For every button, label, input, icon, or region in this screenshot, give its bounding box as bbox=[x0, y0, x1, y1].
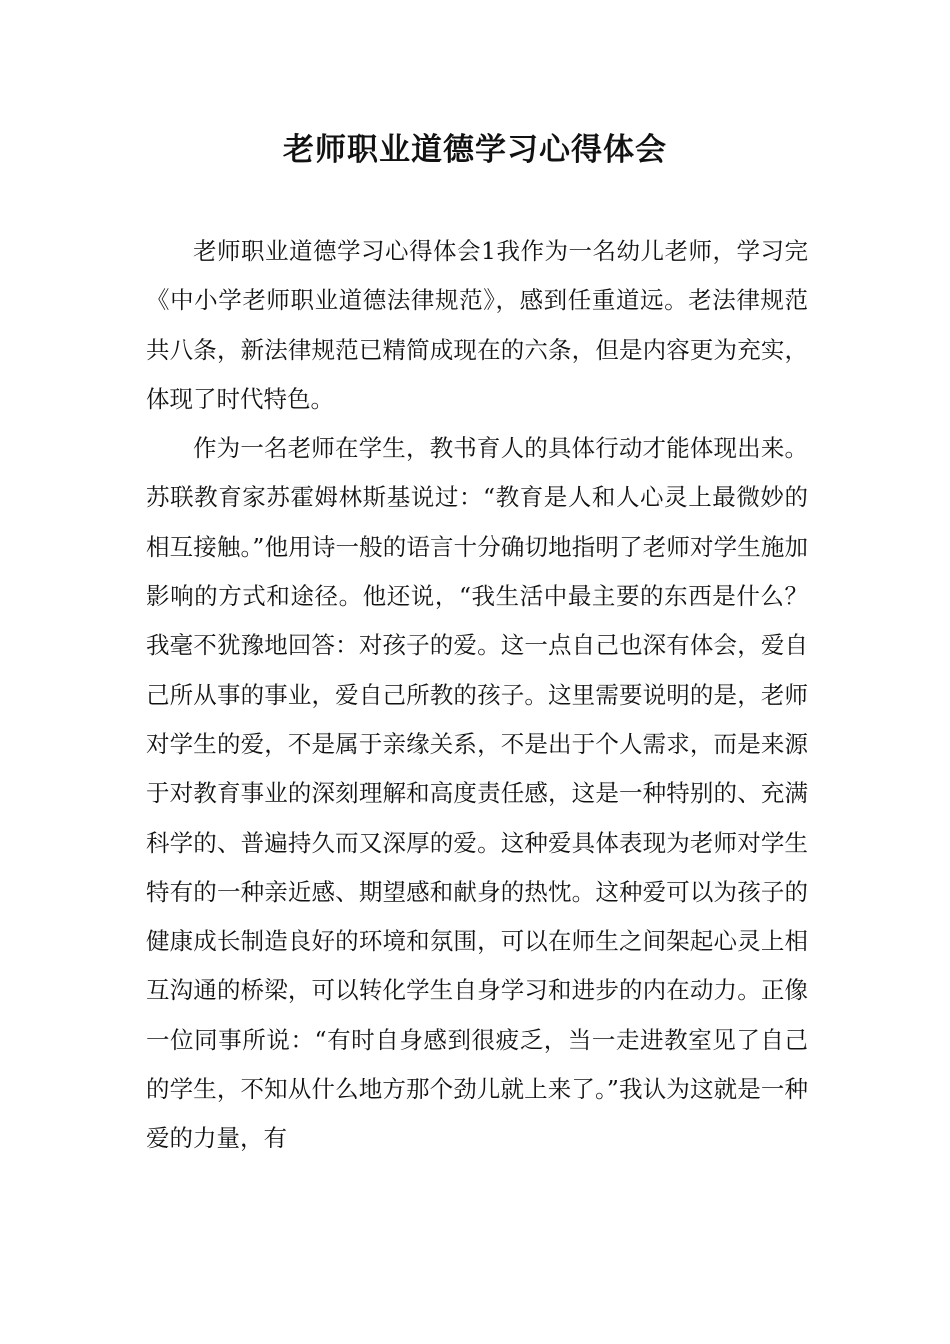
document-title: 老师职业道德学习心得体会 bbox=[283, 132, 667, 168]
paragraph-1: 老师职业道德学习心得体会1我作为一名幼儿老师，学习完《中小学老师职业道德法律规范》，感到任重道远。老法律规范共八条，新法律规范已精简成现在的六条，但是内容更为充实，体现了时代特色。 bbox=[146, 237, 808, 413]
document-body bbox=[146, 227, 808, 1164]
paragraph-2: 作为一名老师在学生，教书育人的具体行动才能体现出来。苏联教育家苏霍姆林斯基说过：“教育是人和人心灵上最微妙的相互接触。”他用诗一般的语言十分确切地指明了老师对学生施加影响的方式和途径。他还说，“我生活中最主要的东西是什么？我毫不犹豫地回答：对孩子的爱。这一点自己也深有体会，爱自己所从事的事业，爱自己所教的孩子。这里需要说明的是，老师对学生的爱，不是属于亲缘关系，不是出于个人需求，而是来源于对教育事业的深刻理解和高度责任感，这是一种特别的、充满科学的、普遍持久而又深厚的爱。这种爱具体表现为老师对学生特有的一种亲近感、期望感和献身的热忱。这种爱可以为孩子的健康成长制造良好的环境和氛围，可以在师生之间架起心灵上相互沟通的桥梁，可以转化学生自身学习和进步的内在动力。正像一位同事所说：“有时自身感到很疲乏，当一走进教室见了自己的学生，不知从什么地方那个劲儿就上来了。”我认为这就是一种爱的力量，有 bbox=[146, 434, 808, 1153]
